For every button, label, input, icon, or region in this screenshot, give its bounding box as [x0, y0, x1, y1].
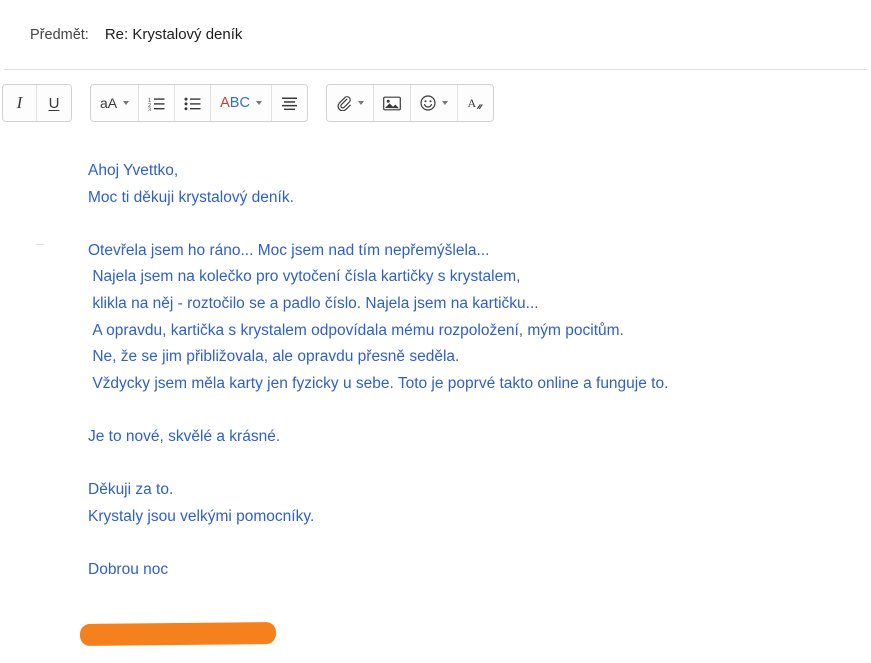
svg-text:1: 1 [148, 97, 152, 104]
message-line: Vždycky jsem měla karty jen fyzicky u sebe. Toto je poprvé takto online a funguje to. [88, 374, 669, 392]
align-button[interactable] [272, 85, 307, 121]
message-line: Ahoj Yvettko, [88, 162, 179, 179]
message-blank-line [88, 211, 841, 238]
subject-input[interactable] [105, 22, 867, 47]
message-blank-line [88, 530, 841, 557]
bulleted-list-button[interactable] [175, 85, 211, 121]
image-button[interactable] [374, 85, 411, 121]
numbered-list-icon [148, 96, 165, 111]
message-blank-line [88, 451, 841, 478]
formatting-toolbar [0, 70, 871, 136]
subject-label: Předmět: [30, 26, 89, 43]
svg-text:2: 2 [148, 102, 152, 109]
chevron-down-icon [358, 101, 364, 105]
attachment-button[interactable] [327, 85, 374, 121]
emoji-button[interactable] [411, 85, 458, 121]
message-line: Otevřela jsem ho ráno... Moc jsem nad tím nepřemýšlela... [88, 241, 490, 259]
message-blank-line [88, 397, 841, 424]
redaction-scribble [80, 622, 276, 646]
toolbar-group-text-style [90, 84, 308, 122]
clear-formatting-icon [467, 95, 484, 111]
message-line: Najela jsem na kolečko pro vytočení čísla kartičky s krystalem, [88, 268, 521, 286]
toolbar-group-formatting [2, 84, 72, 122]
chevron-down-icon [256, 101, 262, 105]
spellcheck-button[interactable] [211, 85, 272, 121]
underline-icon: U [48, 94, 60, 112]
message-line: Ne, že se jim přibližovala, ale opravdu přesně seděla. [88, 348, 460, 366]
message-line: Je to nové, skvělé a krásné. [88, 427, 281, 445]
underline-button[interactable] [37, 85, 71, 121]
message-line: Dobrou noc [88, 560, 169, 578]
message-line: klikla na něj - roztočilo se a padlo číslo. Najela jsem na kartičku... [88, 294, 539, 312]
svg-text:3: 3 [148, 107, 152, 111]
spellcheck-icon: ABC [220, 95, 250, 111]
emoji-icon [420, 95, 436, 111]
chevron-down-icon [442, 101, 448, 105]
gutter-marker [36, 244, 44, 245]
italic-icon: I [16, 93, 23, 112]
message-line: Děkuji za to. [88, 481, 174, 499]
toolbar-group-insert [326, 84, 494, 122]
numbered-list-button[interactable] [139, 85, 175, 121]
image-icon [383, 96, 401, 111]
chevron-down-icon [123, 101, 129, 105]
svg-text:A: A [467, 96, 477, 110]
message-line: Moc ti děkuji krystalový deník. [88, 188, 294, 206]
message-text[interactable] [88, 158, 841, 584]
bulleted-list-icon [184, 96, 201, 111]
font-size-button[interactable] [91, 85, 139, 121]
clear-formatting-button[interactable] [458, 85, 493, 121]
message-line: Krystaly jsou velkými pomocníky. [88, 507, 315, 525]
align-icon [281, 96, 298, 110]
font-size-icon: aA [100, 95, 118, 111]
message-line: A opravdu, kartička s krystalem odpovídala mému rozpoložení, mým pocitům. [88, 321, 624, 339]
italic-button[interactable] [3, 85, 37, 121]
attachment-icon [336, 95, 352, 111]
subject-row [4, 0, 867, 70]
message-body-area[interactable] [0, 136, 871, 663]
